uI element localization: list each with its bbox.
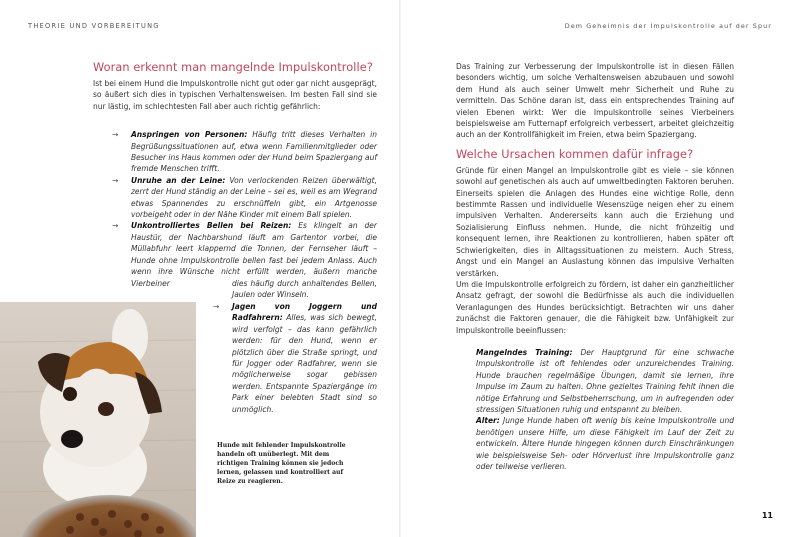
dog-illustration bbox=[0, 302, 196, 537]
factor-item: Mangelndes Training: Der Hauptgrund für eine schwache Impulskontrolle ist oft fehlendes oder unzureichendes Training. Hunde brauchen regelmäßige Übungen, damit sie lernen, ihre Impulse im Zaum zu halten. Ohne gezieltes Training fehlt ihnen die nötige Erfahrung und Selbstbeherrschung, um in aufregenden oder stressigen Situationen ruhig und entspannt zu bleiben. bbox=[476, 347, 734, 414]
running-head-right: Dem Geheimnis der Impulskontrolle auf der Spur bbox=[564, 22, 772, 30]
right-column bbox=[456, 61, 734, 472]
arrow-icon: → bbox=[112, 221, 119, 231]
right-intro: Das Training zur Verbesserung der Impulskontrolle ist in diesen Fällen besonders wichtig, um solche Verhaltensweisen abzubauen und sowohl dem Hund als auch seiner Umwelt mehr Sicherheit und Ruhe zu vermitteln. Das Schöne daran ist, dass ein entsprechendes Training auf vielen Ebenen wirkt: Wer die Impulskontrolle seines Vierbeiners beispielsweise am Futternapf erfolgreich verbessert, arbeitet gleichzeitig auch an der Kontrollfähigkeit im Freien, etwa beim Spaziergang. bbox=[456, 62, 734, 140]
section-heading-signs: Woran erkennt man mangelnde Impulskontrolle? bbox=[93, 61, 373, 74]
photo-caption: Hunde mit fehlender Impulskontrolle handeln oft unüberlegt. Mit dem richtigen Training können sie jedoch lernen, gelassen und kontrolliert auf Reize zu reagieren. bbox=[217, 442, 346, 485]
bullet-continuation: dies häufig durch anhaltendes Bellen, Jaulen oder Winseln. bbox=[232, 279, 377, 300]
bullet-item: → Unruhe an der Leine: Von verlockenden Reizen überwältigt, zerrt der Hund ständig an der Leine – sei es, weil es am Wegrand etwas Spannendes zu erschnüffeln gibt, ein Artgenosse vorbeigeht oder in der Nähe Kinder mit einem Ball spielen. bbox=[112, 175, 377, 220]
arrow-icon: → bbox=[213, 302, 220, 311]
factor-item: Alter: Junge Hunde haben oft wenig bis keine Impulskontrolle und benötigen unsere Hilfe, um diese Fähigkeit im Lauf der Zeit zu entwickeln. Ältere Hunde hingegen können durch Einschränkungen wie beispielsweise Seh- oder Hörverlust ihre Impulskontrolle ganz oder teilweise verlieren. bbox=[476, 416, 734, 471]
causes-paragraph-2: Um die Impulskontrolle erfolgreich zu fördern, ist daher ein ganzheitlicher Ansatz gefragt, der sowohl die Bedürfnisse als auch die individuellen Veranlagungen des Hundes berücksichtigt. Betrachten wir uns daher zunächst die Faktoren genauer, die die Fähigkeit bzw. Unfähigkeit zur Impulskontrolle beeinflussen: bbox=[456, 279, 734, 335]
running-head-left: THEORIE UND VORBEREITUNG bbox=[28, 22, 160, 30]
arrow-icon: → bbox=[112, 130, 119, 140]
arrow-icon: → bbox=[112, 175, 119, 185]
bullet-jagen bbox=[213, 301, 377, 415]
left-column bbox=[93, 61, 377, 289]
page-number: 11 bbox=[761, 511, 773, 520]
bullet-item: → Anspringen von Personen: Häufig tritt dieses Verhalten in Begrüßungssituationen auf, etwa wenn Familienmitglieder oder Besucher ins Haus kommen oder der Hund beim Spaziergang auf fremde Menschen trifft. bbox=[112, 130, 377, 174]
left-intro: Ist bei einem Hund die Impulskontrolle nicht gut oder gar nicht ausgeprägt, so äußert sich dies in typischen Verhaltensweisen. Im besten Fall sind sie nur lästig, im schlechtesten Fall aber auch richtig gefährlich: bbox=[93, 79, 377, 111]
bullet-item: → Unkontrolliertes Bellen bei Reizen: Es klingelt an der Haustür, der Nachbarshund läuft am Gartentor vorbei, die Müllabfuhr leert klappernd die Tonnen, der Fernseher läuft – Hunde ohne Impulskontrolle bellen fast bei jedem Anlass. Auch wenn ihre Wünsche nicht erfüllt werden, äußern manche Vierbeiner bbox=[112, 221, 377, 288]
section-heading-causes: Welche Ursachen kommen dafür infrage? bbox=[456, 147, 694, 161]
causes-paragraph-1: Gründe für einen Mangel an Impulskontrolle gibt es viele – sie können sowohl auf genetischen als auch auf umweltbedingten Faktoren beruhen. Einerseits spielen die Anlagen des Hundes eine wichtige Rolle, denn bestimmte Rassen und individuelle Wesenszüge neigen eher zu einem impulsiven Verhalten. Andererseits kann auch die Erziehung und Sozialisierung Einfluss nehmen. Hunde, die nicht frühzeitig und konsequent lernen, ihre Reaktionen zu kontrollieren, haben später oft Schwierigkeiten, dies in Alltagssituationen zu meistern. Auch Stress, Angst und ein Mangel an Auslastung können das impulsive Verhalten verstärken. bbox=[456, 165, 734, 278]
page-gutter bbox=[399, 0, 401, 537]
dog-photo bbox=[0, 302, 196, 537]
bullet-item: → Jagen von Joggern und Radfahrern: Alles, was sich bewegt, wird verfolgt – das kann gefährlich werden: für den Hund, wenn er plötzlich über die Straße springt, und für Jogger oder Radfahrer, wenn sie möglicherweise sogar gebissen werden. Entspannte Spaziergänge im Park einer belebten Stadt sind so unmöglich. bbox=[213, 302, 377, 414]
